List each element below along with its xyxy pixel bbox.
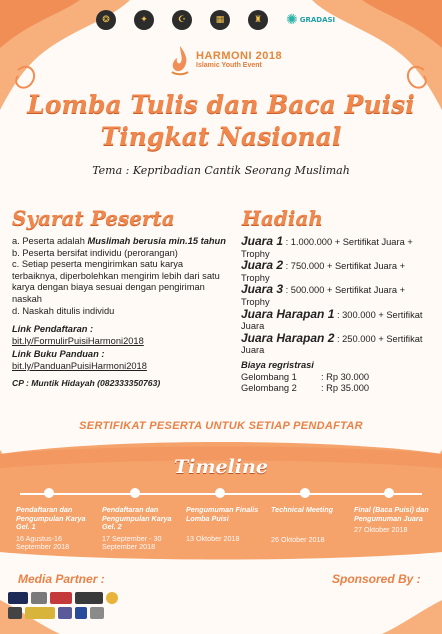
building-icon: ▦ <box>210 10 230 30</box>
media-partner-heading: Media Partner : <box>18 572 105 586</box>
fee-row <box>241 383 433 395</box>
partner-logo <box>90 607 104 619</box>
timeline-step-date: 16 Agustus-16 September 2018 <box>16 533 70 552</box>
sponsor-heading: Sponsored By : <box>332 572 421 586</box>
requirements-list <box>12 236 230 389</box>
prize-value: : 500.000 + Sertifikat Juara + Trophy <box>241 285 405 307</box>
star-icon: ✺ <box>286 12 298 28</box>
prize-label: Juara 1 <box>241 234 284 248</box>
page-title-line2: Tingkat Nasional <box>100 122 342 151</box>
fee-row <box>241 372 433 384</box>
prize-value: : 300.000 + Sertifikat Juara <box>241 309 423 332</box>
syarat-heading: Syarat Peserta <box>12 206 175 230</box>
event-name: HARMONI 2018 <box>196 49 283 62</box>
prize-value: : 250.000 + Sertifikat Juara <box>241 333 423 356</box>
timeline-step <box>354 506 434 535</box>
gradasi-logo <box>286 10 342 30</box>
timeline-step-date: 13 Oktober 2018 <box>186 534 240 544</box>
requirement-b: b. Peserta bersifat individu (perorangan) <box>12 247 178 258</box>
prize-label: Juara 2 <box>241 258 284 273</box>
prize-value: : 1.000.000 + Sertifikat Juara + Trophy <box>241 237 413 259</box>
timeline-dot <box>384 488 394 498</box>
registration-fee-label: Biaya regristrasi <box>241 359 314 370</box>
requirement-c: c. Setiap peserta mengirimkan satu karya terbaiknya, diperbolehkan mengirim lebih dari satu karya dengan biaya sesuai dengan pengiriman naskah <box>12 259 220 304</box>
requirement-a <box>12 236 230 248</box>
timeline-step-name: Technical Meeting <box>271 505 334 514</box>
prize-item <box>241 236 433 260</box>
timeline-step-name: Pendaftaran dan Pengumpulan Karya Gel. 1 <box>16 505 86 532</box>
fee-wave-value: : Rp 35.000 <box>321 383 370 394</box>
prize-value: : 750.000 + Sertifikat Juara + Trophy <box>241 261 405 283</box>
timeline-heading: Timeline <box>174 456 268 478</box>
timeline-dot <box>215 488 225 498</box>
timeline-dot <box>130 488 140 498</box>
contact-person: CP : Muntik Hidayah (082333350763) <box>12 377 161 388</box>
crest-icon: ♜ <box>248 10 268 30</box>
prize-label: Juara Harapan 1 <box>241 306 335 321</box>
partner-logo <box>31 592 47 604</box>
prize-item <box>241 284 433 308</box>
timeline-step-date: 26 Oktober 2018 <box>271 534 325 544</box>
timeline-step-date: 17 September - 30 September 2018 <box>102 533 162 552</box>
event-logo <box>168 44 282 76</box>
prize-label: Juara 3 <box>241 282 284 297</box>
partner-logo <box>8 607 22 619</box>
event-subtitle: Islamic Youth Event <box>196 62 262 70</box>
fee-wave-label: Gelombang 2 <box>241 383 297 394</box>
gradasi-text: GRADASI <box>299 16 336 24</box>
fee-wave-label: Gelombang 1 <box>241 371 297 382</box>
media-partner-logos <box>8 592 128 619</box>
registration-link[interactable]: bit.ly/FormulirPuisiHarmoni2018 <box>12 335 144 346</box>
prize-list <box>241 236 433 395</box>
partner-logo <box>58 607 72 619</box>
timeline-step <box>102 506 182 552</box>
timeline-step-name: Pengumuman Finalis Lomba Puisi <box>186 505 259 523</box>
logo-row <box>96 10 342 30</box>
timeline-step <box>16 506 96 552</box>
partner-logo <box>106 592 118 604</box>
timeline-step-name: Pendaftaran dan Pengumpulan Karya Gel. 2 <box>102 505 172 532</box>
emblem-icon: ❂ <box>96 10 116 30</box>
partner-logo <box>75 592 103 604</box>
flame-icon <box>168 44 192 76</box>
timeline-step <box>186 506 266 544</box>
timeline-step-date: 27 Oktober 2018 <box>354 525 408 535</box>
prize-item <box>241 260 433 284</box>
timeline-step-name: Final (Baca Puisi) dan Pengumuman Juara <box>354 505 429 523</box>
certificate-notice: SERTIFIKAT PESERTA UNTUK SETIAP PENDAFTAR <box>79 420 363 432</box>
partner-logo <box>25 607 55 619</box>
partner-logo <box>8 592 28 604</box>
hadiah-heading: Hadiah <box>242 206 323 230</box>
theme-text: Tema : Kepribadian Cantik Seorang Muslimah <box>92 164 350 177</box>
guide-link-label: Link Buku Panduan : <box>12 349 105 360</box>
timeline-step <box>271 506 351 544</box>
timeline-dot <box>44 488 54 498</box>
event-text <box>196 51 282 70</box>
requirement-d: d. Naskah ditulis individu <box>12 305 115 316</box>
prize-label: Juara Harapan 2 <box>241 330 335 345</box>
registration-link-label: Link Pendaftaran : <box>12 324 94 335</box>
page-title: Lomba Tulis dan Baca Puisi <box>27 90 415 119</box>
guide-link[interactable]: bit.ly/PanduanPuisiHarmoni2018 <box>12 360 147 371</box>
partner-logo <box>75 607 87 619</box>
mosque-icon: ☪ <box>172 10 192 30</box>
fee-wave-value: : Rp 30.000 <box>321 371 370 382</box>
timeline-dot <box>300 488 310 498</box>
emblem-icon: ✦ <box>134 10 154 30</box>
prize-item <box>241 330 433 357</box>
requirement-a-text: a. Peserta adalah <box>12 236 88 246</box>
partner-logo <box>50 592 72 604</box>
requirement-a-bold: Muslimah berusia min.15 tahun <box>87 236 226 246</box>
prize-item <box>241 306 433 333</box>
